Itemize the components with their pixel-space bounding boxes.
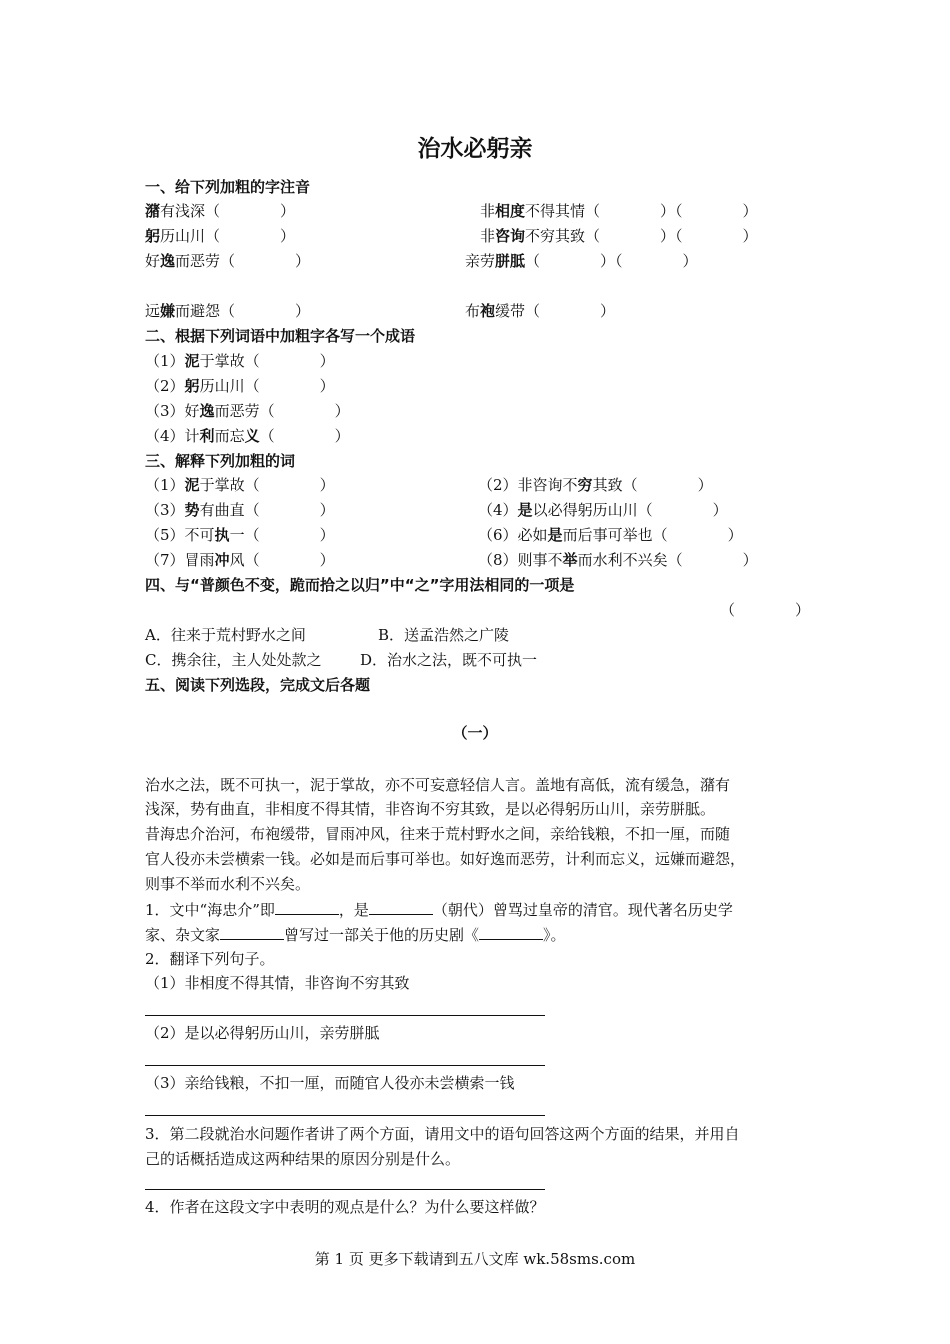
item-text: 历山川（ ） xyxy=(160,227,296,245)
item-text: 一（ ） xyxy=(229,526,335,544)
item-text: 布 xyxy=(465,302,481,320)
passage-line-2: 浅深，势有曲直，非相度不得其情，非咨询不穷其致，是以必得躬历山川，亲劳胼胝。 xyxy=(145,800,716,818)
s3-item-6 xyxy=(478,524,743,546)
question-2-item-1: （1）非相度不得其情，非咨询不穷其致 xyxy=(145,974,410,992)
item-text: （2） xyxy=(145,377,185,395)
page-title: 治水必躬亲 xyxy=(417,136,533,162)
item-text: 于掌故（ ） xyxy=(199,352,335,370)
item-text: 其致（ ） xyxy=(592,476,713,494)
bold-char: 是 xyxy=(517,501,533,519)
question-1-line-1 xyxy=(145,898,733,921)
item-text: 不得其情（ ）（ ） xyxy=(525,202,758,220)
bold-char: 潴 xyxy=(145,202,161,220)
question-4: 4．作者在这段文字中表明的观点是什么？为什么要这样做？ xyxy=(145,1198,545,1216)
s2-item-4 xyxy=(145,425,350,447)
item-text: 有曲直（ ） xyxy=(199,501,335,519)
fill-blank[interactable] xyxy=(220,923,284,940)
item-text: 缓带（ ） xyxy=(495,302,616,320)
item-text: （3）好 xyxy=(145,402,200,420)
bold-char: 执 xyxy=(214,526,230,544)
option-b: B．送孟浩然之广陵 xyxy=(378,626,510,644)
s3-item-3 xyxy=(145,499,335,521)
bold-char: 泥 xyxy=(184,476,200,494)
question-2-item-2: （2）是以必得躬历山川，亲劳胼胝 xyxy=(145,1024,380,1042)
page-footer: 第 1 页 更多下载请到五八文库 wk.58sms.com xyxy=(314,1250,636,1268)
option-d: D．治水之法，既不可执一 xyxy=(360,651,538,669)
item-text: 非 xyxy=(480,227,496,245)
item-text: 历山川（ ） xyxy=(199,377,335,395)
bold-char: 泥 xyxy=(184,352,200,370)
answer-line[interactable] xyxy=(145,1065,545,1066)
passage-subtitle: （一） xyxy=(452,724,498,742)
item-text: （1） xyxy=(145,352,185,370)
s1-item-6 xyxy=(465,250,698,272)
bold-char: 袍 xyxy=(480,302,496,320)
answer-line[interactable] xyxy=(145,1015,545,1016)
bold-char: 穷 xyxy=(577,476,593,494)
bold-char: 嫌 xyxy=(160,302,176,320)
item-text: 不穷其致（ ）（ ） xyxy=(525,227,758,245)
s2-item-1 xyxy=(145,350,335,372)
q1-text: 1．文中“海忠介”即 xyxy=(145,901,275,919)
bold-char: 是 xyxy=(547,526,563,544)
item-text: 风（ ） xyxy=(229,551,335,569)
bold-char: 相度 xyxy=(495,202,526,220)
item-text: 而忘 xyxy=(214,427,245,445)
item-text: 而恶劳（ ） xyxy=(175,252,311,270)
item-text: 而恶劳（ ） xyxy=(214,402,350,420)
bold-char: 逸 xyxy=(199,402,215,420)
s1-item-8 xyxy=(465,300,615,322)
item-text: （6）必如 xyxy=(478,526,548,544)
item-text: 而水利不兴矣（ ） xyxy=(577,551,758,569)
item-text: 而后事可举也（ ） xyxy=(562,526,743,544)
question-3-line-1: 3．第二段就治水问题作者讲了两个方面，请用文中的语句回答这两个方面的结果，并用自 xyxy=(145,1125,740,1143)
question-3-line-2: 己的话概括造成这两种结果的原因分别是什么。 xyxy=(145,1150,461,1168)
item-text: 于掌故（ ） xyxy=(199,476,335,494)
item-text: （4） xyxy=(478,501,518,519)
section-2-heading: 二、根据下列词语中加粗字各写一个成语 xyxy=(145,327,416,345)
option-a: A．往来于荒村野水之间 xyxy=(145,626,306,644)
s3-item-1 xyxy=(145,474,335,496)
passage-line-1: 治水之法，既不可执一，泥于掌故，亦不可妄意轻信人言。盖地有高低，流有缓急，潴有 xyxy=(145,776,731,794)
question-2: 2．翻译下列句子。 xyxy=(145,950,275,968)
item-text: （3） xyxy=(145,501,185,519)
section-4-heading: 四、与“普颜色不变，跪而拾之以归”中“之”字用法相同的一项是 xyxy=(145,576,575,594)
bold-char: 冲 xyxy=(214,551,230,569)
s1-item-2 xyxy=(480,200,758,222)
bold-char: 利 xyxy=(199,427,215,445)
item-text: （ ） xyxy=(259,427,350,445)
q1-text: （朝代）曾骂过皇帝的清官。现代著名历史学 xyxy=(432,901,733,919)
item-text: 非 xyxy=(480,202,496,220)
bold-char: 逸 xyxy=(160,252,176,270)
item-text: 以必得躬历山川（ ） xyxy=(532,501,728,519)
q1-text: 》。 xyxy=(543,926,566,944)
question-2-item-3: （3）亲给钱粮，不扣一厘，而随官人役亦未尝横索一钱 xyxy=(145,1074,515,1092)
bold-char: 躬 xyxy=(145,227,161,245)
bold-char: 举 xyxy=(562,551,578,569)
bold-char: 胼胝 xyxy=(495,252,526,270)
item-text: （8）则事不 xyxy=(478,551,563,569)
item-text: （7）冒雨 xyxy=(145,551,215,569)
bold-char: 义 xyxy=(244,427,260,445)
item-text: 而避怨（ ） xyxy=(175,302,311,320)
q1-text: 曾写过一部关于他的历史剧《 xyxy=(284,926,480,944)
s1-item-1 xyxy=(145,200,295,222)
s1-item-5 xyxy=(145,250,310,272)
bold-char: 势 xyxy=(184,501,200,519)
section-5-heading: 五、阅读下列选段，完成文后各题 xyxy=(145,676,371,694)
option-c: C．携余往，主人处处款之 xyxy=(145,651,322,669)
q1-text: ，是 xyxy=(338,901,369,919)
passage-line-5: 则事不举而水利不兴矣。 xyxy=(145,875,311,893)
s1-item-4 xyxy=(480,225,758,247)
s1-item-3 xyxy=(145,225,295,247)
item-text: 亲劳 xyxy=(465,252,496,270)
s3-item-2 xyxy=(478,474,713,496)
item-text: （4）计 xyxy=(145,427,200,445)
s3-item-4 xyxy=(478,499,728,521)
item-text: （5）不可 xyxy=(145,526,215,544)
item-text: 有浅深（ ） xyxy=(160,202,296,220)
item-text: 远 xyxy=(145,302,161,320)
passage-line-4: 官人役亦未尝横索一钱。必如是而后事可举也。如好逸而恶劳，计利而忘义，远嫌而避怨， xyxy=(145,850,746,868)
question-1-line-2 xyxy=(145,923,566,946)
section-3-heading: 三、解释下列加粗的词 xyxy=(145,452,296,470)
answer-line[interactable] xyxy=(145,1189,545,1190)
s2-item-2 xyxy=(145,375,335,397)
passage-line-3: 昔海忠介治河，布袍缓带，冒雨冲风，往来于荒村野水之间，亲给钱粮，不扣一厘，而随 xyxy=(145,825,731,843)
s1-item-7 xyxy=(145,300,310,322)
s2-item-3 xyxy=(145,400,350,422)
item-text: （1） xyxy=(145,476,185,494)
fill-blank[interactable] xyxy=(479,923,543,940)
fill-blank[interactable] xyxy=(369,898,433,915)
s3-item-7 xyxy=(145,549,335,571)
s3-item-5 xyxy=(145,524,335,546)
answer-paren: （ ） xyxy=(720,601,811,619)
q1-text: 家、杂文家 xyxy=(145,926,221,944)
s3-item-8 xyxy=(478,549,758,571)
bold-char: 咨询 xyxy=(495,227,526,245)
item-text: 好 xyxy=(145,252,161,270)
item-text: （ ）（ ） xyxy=(525,252,698,270)
answer-line[interactable] xyxy=(145,1115,545,1116)
fill-blank[interactable] xyxy=(275,898,339,915)
item-text: （2）非咨询不 xyxy=(478,476,578,494)
section-1-heading: 一、给下列加粗的字注音 xyxy=(145,178,311,196)
bold-char: 躬 xyxy=(184,377,200,395)
